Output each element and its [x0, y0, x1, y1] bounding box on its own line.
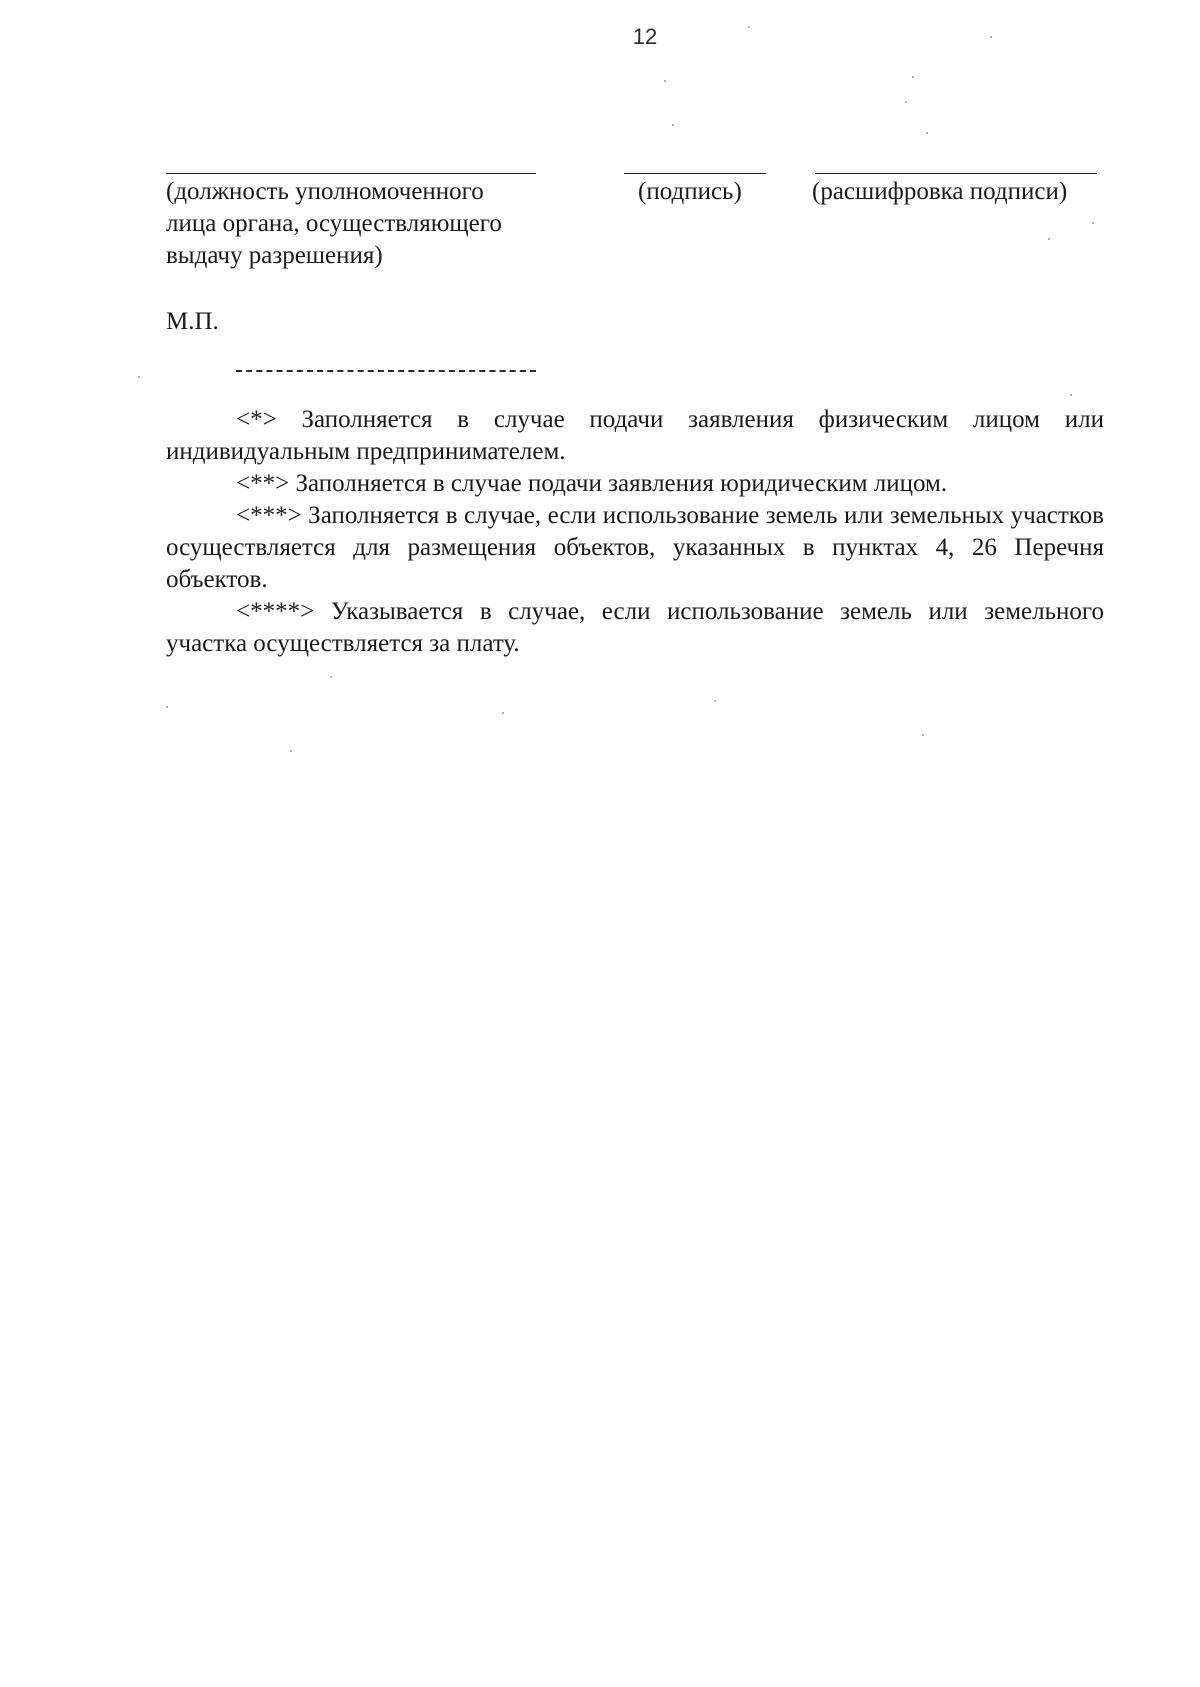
signature-decoding-caption: (расшифровка подписи): [812, 178, 1068, 205]
footnote-3: <***> Заполняется в случае, если использование земель или земельных участков осуществляется для размещения объектов, указанных в пунктах 4, 26 Перечня объектов.: [166, 502, 1104, 593]
signature-line: [624, 173, 766, 174]
scan-speck: [1048, 238, 1050, 240]
scan-speck: [714, 700, 716, 702]
scan-speck: [905, 101, 907, 103]
scan-speck: [748, 26, 750, 28]
scan-speck: [926, 132, 928, 134]
signature-decoding-line: [815, 173, 1097, 174]
scan-speck: [672, 124, 674, 126]
scan-speck: [166, 706, 168, 708]
stamp-place-mark: М.П.: [166, 308, 219, 335]
footnote-2: <**> Заполняется в случае подачи заявления юридическим лицом.: [236, 470, 948, 497]
scan-speck: [1070, 394, 1072, 396]
position-caption-line: лица органа, осуществляющего: [166, 210, 502, 237]
page-number: 12: [632, 24, 658, 49]
scan-speck: [502, 712, 504, 714]
scan-speck: [1092, 222, 1094, 224]
footnote-4: <****> Указывается в случае, если использование земель или земельного участка осуществляется за плату.: [166, 598, 1104, 657]
scan-speck: [912, 76, 914, 78]
scan-speck: [990, 36, 992, 38]
footnotes: [166, 404, 1104, 660]
scan-speck: [290, 750, 292, 752]
footnote-1: <*> Заполняется в случае подачи заявления физическим лицом или индивидуальным предпринимателем.: [166, 406, 1104, 465]
position-caption-line: выдачу разрешения): [166, 242, 383, 269]
signature-caption: (подпись): [638, 178, 742, 205]
scan-speck: [330, 676, 332, 678]
position-caption: [166, 176, 502, 272]
position-caption-line: (должность уполномоченного: [166, 178, 484, 205]
scan-speck: [138, 376, 140, 378]
scan-speck: [664, 80, 666, 82]
scan-speck: [922, 734, 924, 736]
position-signature-line: [166, 173, 536, 174]
footnote-separator: [236, 370, 536, 372]
